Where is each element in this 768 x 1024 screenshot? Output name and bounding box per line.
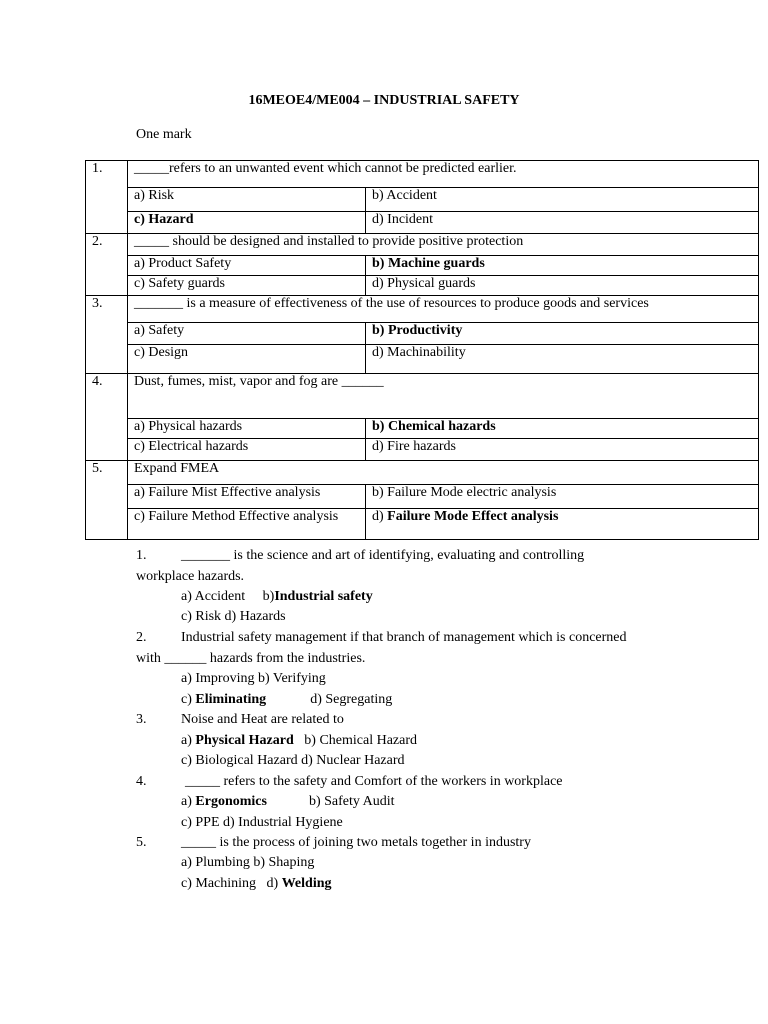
list-number: 1. bbox=[136, 548, 147, 563]
question-text: _____refers to an unwanted event which cannot be predicted earlier. bbox=[128, 161, 759, 188]
answer-text: Industrial safety bbox=[274, 589, 373, 604]
list-question-cont: workplace hazards. bbox=[136, 569, 245, 584]
question-text: _____ should be designed and installed to provide positive protection bbox=[128, 234, 759, 256]
option-b: b) Failure Mode electric analysis bbox=[366, 485, 759, 509]
question-number: 2. bbox=[86, 234, 128, 296]
question-number: 1. bbox=[86, 161, 128, 234]
option-a: a) Physical hazards bbox=[128, 419, 366, 439]
option-d-answer bbox=[366, 509, 759, 540]
list-question-text: _______ is the science and art of identifying, evaluating and controlling bbox=[181, 548, 585, 563]
list-options bbox=[181, 588, 373, 605]
option-b-prefix: b) bbox=[262, 589, 275, 604]
option-c: c) Safety guards bbox=[128, 276, 366, 296]
page-title: 16MEOE4/ME004 – INDUSTRIAL SAFETY bbox=[248, 93, 520, 108]
list-options: c) Biological Hazard d) Nuclear Hazard bbox=[181, 753, 405, 768]
option-c-prefix: c) bbox=[181, 692, 196, 707]
list-options: a) Improving b) Verifying bbox=[181, 671, 326, 686]
option-b: b) Chemical Hazard bbox=[304, 733, 418, 748]
list-number: 5. bbox=[136, 835, 147, 850]
list-question-text: Industrial safety management if that branch of management which is concerned bbox=[181, 630, 627, 645]
list-question-text: _____ refers to the safety and Comfort of the workers in workplace bbox=[185, 774, 563, 789]
option-d: d) Segregating bbox=[310, 692, 393, 707]
option-d: d) Incident bbox=[366, 212, 759, 234]
option-d: d) Fire hazards bbox=[366, 439, 759, 461]
option-b-answer: b) Chemical hazards bbox=[366, 419, 759, 439]
list-number: 4. bbox=[136, 774, 147, 789]
option-b: b) Safety Audit bbox=[308, 794, 395, 809]
option-d: d) Physical guards bbox=[366, 276, 759, 296]
option-a: a) Failure Mist Effective analysis bbox=[128, 485, 366, 509]
option-c-answer: c) Hazard bbox=[128, 212, 366, 234]
list-options: c) Risk d) Hazards bbox=[181, 609, 286, 624]
answer-text: Eliminating bbox=[195, 692, 267, 707]
option-b: b) Accident bbox=[366, 188, 759, 212]
list-options bbox=[181, 875, 332, 892]
question-text: Dust, fumes, mist, vapor and fog are ______ bbox=[128, 374, 759, 419]
list-options bbox=[181, 691, 392, 708]
option-c: c) Design bbox=[128, 345, 366, 374]
question-number: 5. bbox=[86, 461, 128, 540]
option-a: a) Risk bbox=[128, 188, 366, 212]
answer-text: Welding bbox=[281, 876, 332, 891]
list-number: 2. bbox=[136, 630, 147, 645]
question-number: 4. bbox=[86, 374, 128, 461]
option-d-prefix: d) bbox=[372, 509, 388, 524]
option-c-prefix: c) Machining d) bbox=[181, 876, 282, 891]
list-question-text: Noise and Heat are related to bbox=[181, 712, 344, 727]
option-a-prefix: a) bbox=[181, 733, 196, 748]
question-text: _______ is a measure of effectiveness of the use of resources to produce goods and services bbox=[128, 296, 759, 323]
question-number: 3. bbox=[86, 296, 128, 374]
list-question-cont: with ______ hazards from the industries. bbox=[136, 651, 366, 666]
option-c: c) Failure Method Effective analysis bbox=[128, 509, 366, 540]
list-options bbox=[181, 793, 395, 810]
answer-text: Ergonomics bbox=[195, 794, 267, 809]
option-a: a) Product Safety bbox=[128, 256, 366, 276]
list-options bbox=[181, 732, 417, 749]
list-question-text: _____ is the process of joining two metals together in industry bbox=[181, 835, 531, 850]
list-number: 3. bbox=[136, 712, 147, 727]
answer-text: Physical Hazard bbox=[195, 733, 294, 748]
option-c: c) Electrical hazards bbox=[128, 439, 366, 461]
list-options: a) Plumbing b) Shaping bbox=[181, 855, 315, 870]
section-subtitle: One mark bbox=[136, 127, 192, 142]
question-table bbox=[85, 160, 759, 540]
list-options: c) PPE d) Industrial Hygiene bbox=[181, 815, 343, 830]
option-a-prefix: a) bbox=[181, 794, 196, 809]
option-b-answer: b) Machine guards bbox=[366, 256, 759, 276]
option-b-answer: b) Productivity bbox=[366, 323, 759, 345]
option-a: a) Safety bbox=[128, 323, 366, 345]
answer-text: Failure Mode Effect analysis bbox=[387, 509, 559, 524]
question-text: Expand FMEA bbox=[128, 461, 759, 485]
option-d: d) Machinability bbox=[366, 345, 759, 374]
option-a: a) Accident bbox=[181, 589, 246, 604]
